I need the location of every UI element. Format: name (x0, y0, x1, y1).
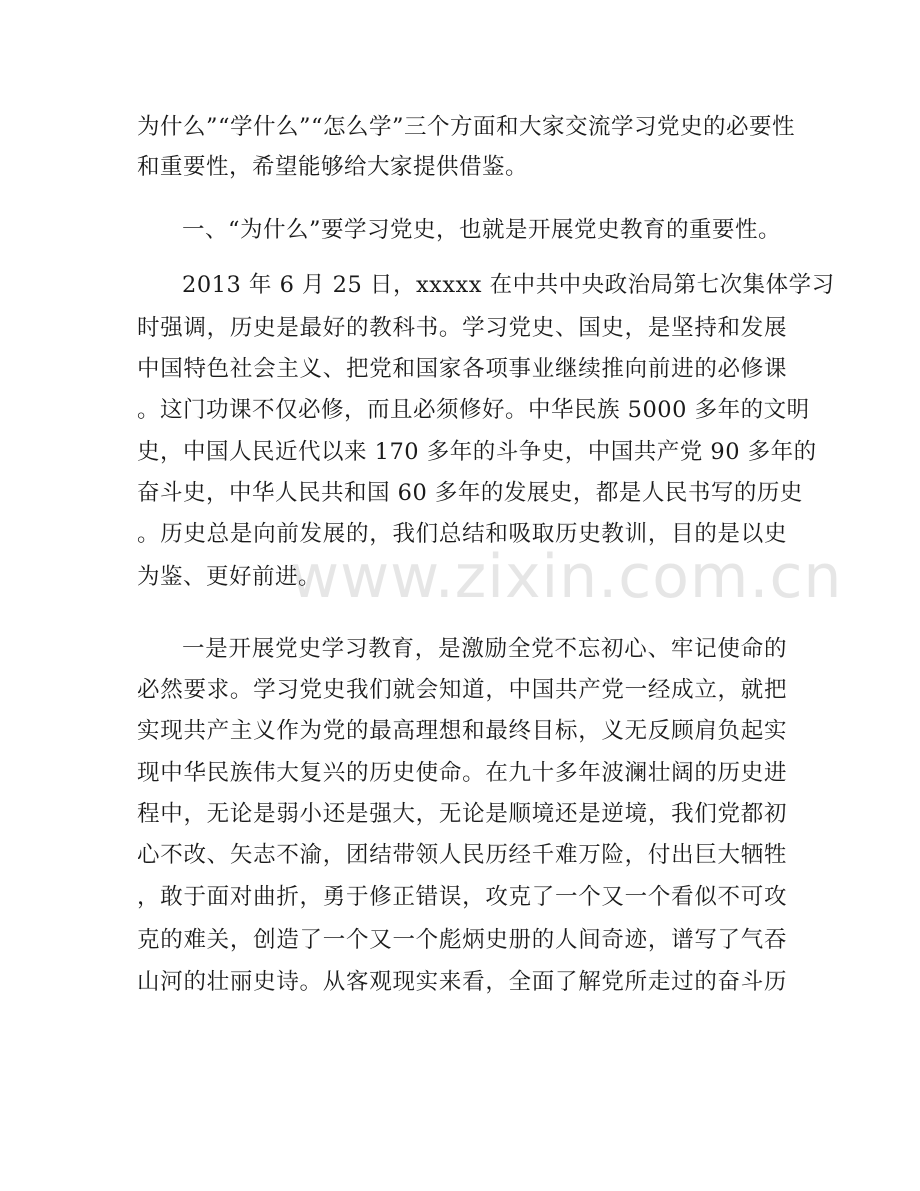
text-line: 程中，无论是弱小还是强大，无论是顺境还是逆境，我们党都初 (137, 801, 787, 827)
text-line: 为鉴、更好前进。 (137, 564, 322, 590)
text-line: 。这门功课不仅必修，而且必须修好。中华民族 5000 多年的文明 (137, 397, 810, 423)
text-line: 中国特色社会主义、把党和国家各项事业继续推向前进的必修课 (137, 356, 787, 382)
text-line: 心不改、矢志不渝，团结带领人民历经千难万险，付出巨大牺牲 (137, 842, 787, 868)
text-line: 为什么”“学什么”“怎么学”三个方面和大家交流学习党史的必要性 (137, 114, 796, 140)
text-line: 史，中国人民近代以来 170 多年的斗争史，中国共产党 90 多年的 (137, 439, 817, 465)
text-line: 和重要性，希望能够给大家提供借鉴。 (137, 154, 529, 180)
text-line: ，敢于面对曲折，勇于修正错误，攻克了一个又一个看似不可攻 (137, 884, 787, 910)
text-line: 一是开展党史学习教育，是激励全党不忘初心、牢记使命的 (182, 636, 787, 662)
text-line: 克的难关，创造了一个又一个彪炳史册的人间奇迹，谱写了气吞 (137, 927, 787, 953)
text-line: 必然要求。学习党史我们就会知道，中国共产党一经成立，就把 (137, 677, 787, 703)
text-line: 2013 年 6 月 25 日，xxxxx 在中共中央政治局第七次集体学习 (182, 272, 835, 298)
text-line: 山河的壮丽史诗。从客观现实来看，全面了解党所走过的奋斗历 (137, 969, 787, 995)
text-line: 奋斗史，中华人民共和国 60 多年的发展史，都是人民书写的历史 (137, 480, 803, 506)
text-line: 现中华民族伟大复兴的历史使命。在九十多年波澜壮阔的历史进 (137, 760, 787, 786)
text-line: 。历史总是向前发展的，我们总结和吸取历史教训，目的是以史 (137, 521, 787, 547)
watermark: www.zixin.com.cn (290, 542, 843, 612)
text-line: 实现共产主义作为党的最高理想和最终目标，义无反顾肩负起实 (137, 718, 787, 744)
text-line: 时强调，历史是最好的教科书。学习党史、国史，是坚持和发展 (137, 315, 787, 341)
section-heading: 一、“为什么”要学习党史，也就是开展党史教育的重要性。 (182, 217, 782, 243)
